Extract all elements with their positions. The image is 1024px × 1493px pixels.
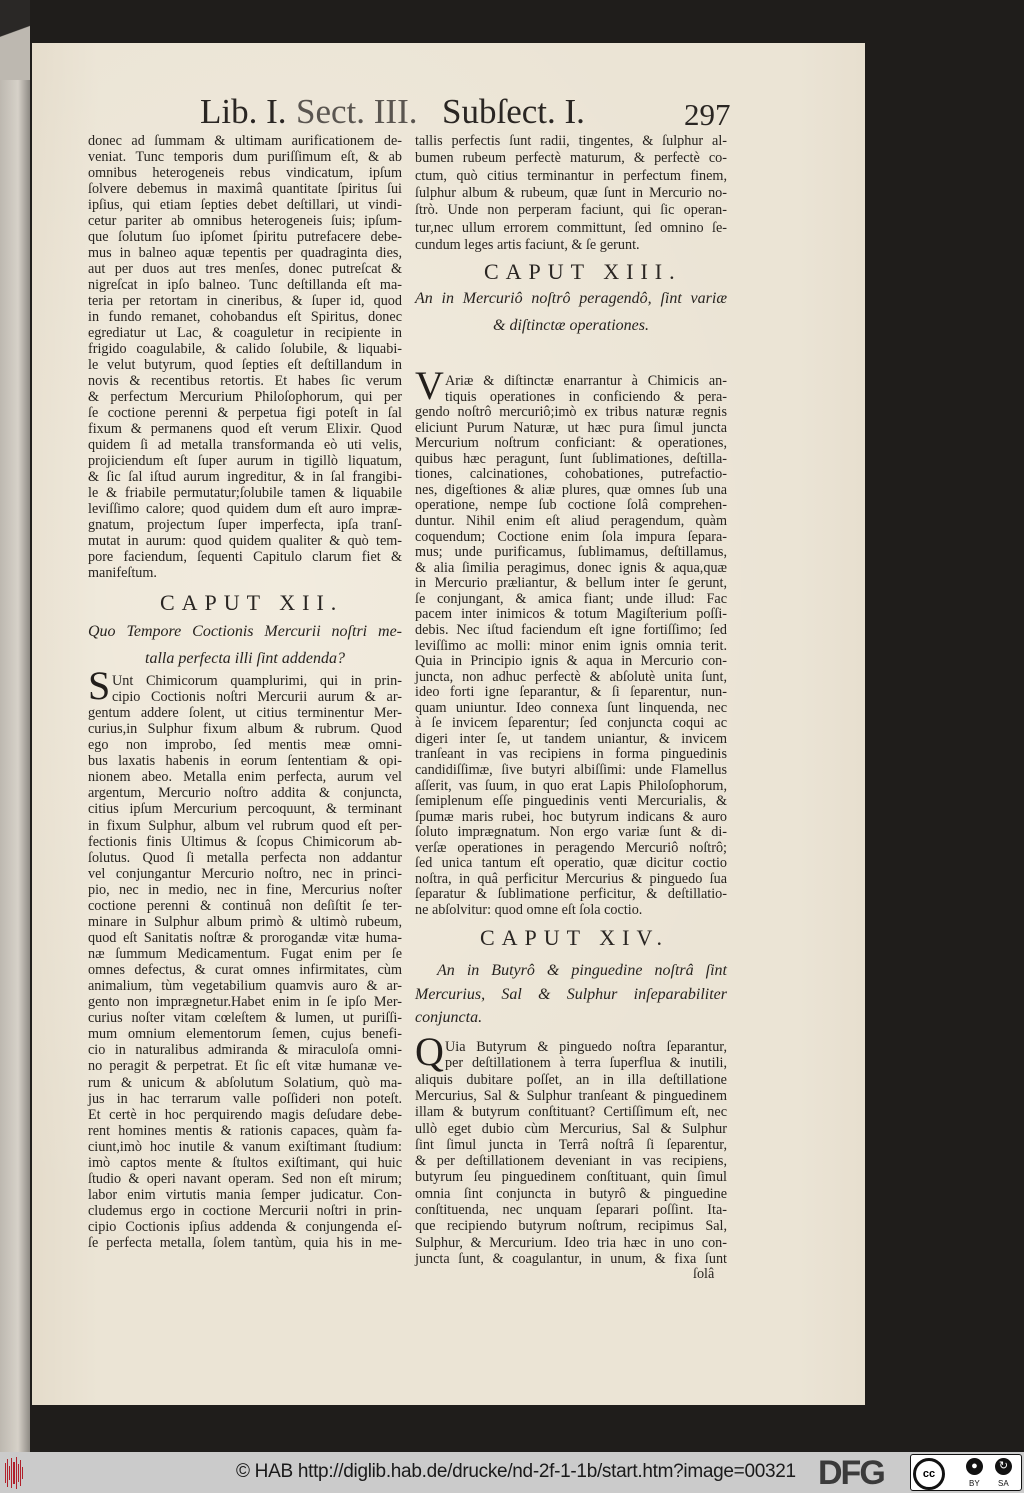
- text-line: pacem inter inimicos & totum Magiſterium poſſi-: [415, 606, 727, 623]
- text-line: ſe coctione perenni & perpetua figi poteſt in ſal: [88, 405, 402, 421]
- text-line: gnatum, projectum ſuper imperfecta, ipſa tranſ-: [88, 517, 402, 533]
- text-line: Quia in Principio ignis & aqua in Mercurio con-: [415, 653, 727, 670]
- text-line: mus in balneo aquæ tepentis per quadraginta dies,: [88, 245, 402, 261]
- text-line: gendo noſtrô mercuriô;imò ex tribus naturæ regnis: [415, 404, 727, 421]
- text-line: in fixum Sulphur, album vel rubrum quod eſt per-: [88, 817, 402, 834]
- text-line: cipio Coctionis noſtri Mercurii aurum & ar-: [112, 689, 402, 706]
- chapter-title-xiv-line: conjuncta.: [415, 1009, 483, 1026]
- text-line: manifeſtum.: [88, 565, 157, 581]
- text-line: no peragit & perpetrat. Et ſic eſt vitæ humanæ ve-: [88, 1058, 402, 1075]
- text-line: omnes defectus, & curat omnes infirmitates, cùm: [88, 962, 402, 979]
- text-line: quidem ſi ad metalla transformanda eò uti velis,: [88, 437, 402, 453]
- text-line: pio, nec in medio, nec in fine, Mercurius noſter: [88, 881, 402, 898]
- text-line: gento non imprægnetur.Habet enim in ſe ipſo Mer-: [88, 994, 402, 1011]
- text-line: gentum addere ſolent, ut citius terminentur Mer-: [88, 705, 402, 722]
- text-line: ſolutus. Quod ſi metalla perfecta non addantur: [88, 849, 402, 866]
- text-line: à ſe invicem ſeparentur; ſed conjuncta coqui ac: [415, 715, 727, 732]
- text-line: fixum & permanens quod eſt verum Elixir. Quod: [88, 421, 402, 437]
- running-head-lib: Lib. I.: [200, 92, 287, 131]
- chapter-title-xiv-line: An in Butyrô & pinguedine noſtrâ ſint: [437, 962, 727, 979]
- page-number: 297: [684, 97, 731, 132]
- text-line: tiones, calcinationes, cohobationes, putrefactio-: [415, 466, 727, 483]
- chapter-title-xiv-line: Mercurius, Sal & Sulphur inſeparabiliter: [415, 986, 727, 1003]
- text-line: cipio Coctionis ipſius addenda & conjungenda eſ-: [88, 1219, 402, 1236]
- text-line: imò captos mente & ſtultos exiſtimant, qui huic: [88, 1154, 402, 1171]
- text-line: jus in hac terrarum valle poſſideri non poteſt.: [88, 1090, 402, 1107]
- text-line: Unt Chimicorum quamplurimi, qui in prin-: [112, 673, 402, 689]
- text-line: omnibus heterogeneis rebus vindicatum, ipſum: [88, 165, 402, 181]
- text-line: nes, digeſtiones & aliæ plures, quæ omnes ſub una: [415, 481, 727, 498]
- dfg-logo: DFG: [818, 1454, 884, 1492]
- text-line: minare in Sulphur album primò & ultimò rubeum,: [88, 913, 402, 930]
- text-line: curius,in Sulphur fixum album & rubrum. Quod: [88, 721, 402, 738]
- text-line: & ſic ſal iſtud aurum ingreditur, & in ſal frangibi-: [88, 469, 402, 485]
- text-line: ipſius, qui etiam ſepties debet deſtillari, ut vindi-: [88, 197, 402, 213]
- text-line: cludemus ergo in coctione Mercurii noſtri in prin-: [88, 1202, 402, 1219]
- text-line: cundum leges artis faciunt, & ſe gerunt.: [415, 236, 640, 253]
- text-line: conſtituenda, nec unquam ſeparari poſſint. Ita-: [415, 1202, 727, 1218]
- text-line: eliciunt Purum Naturæ, ut hæc pura ſimul juncta: [415, 419, 727, 436]
- text-line: ciunt,imò hoc inutile & vanum exiſtimant ſtudium:: [88, 1138, 402, 1155]
- adjacent-page-edge: [0, 0, 30, 1452]
- text-line: ſpumæ maris rubei, hoc butyrum indicans & auro: [415, 808, 727, 825]
- text-line: ſint ſimul juncta in Terrâ noſtrâ ſi ſeparentur,: [415, 1136, 727, 1153]
- license-sa-label: SA: [998, 1479, 1009, 1488]
- text-line: egrediatur ut Lac, & coaguletur in recipiente in: [88, 325, 402, 341]
- text-line: ſemiplenum eſſe pinguedinis venti Mercurialis, &: [415, 793, 727, 810]
- text-line: coctione perenni & continuâ non deſiſtit ſe ter-: [88, 897, 402, 914]
- sa-share-alike-icon: ↻: [995, 1458, 1012, 1475]
- license-by-label: BY: [969, 1479, 980, 1488]
- text-line: ſtudio & operi navant operam. Sed non eſt mirum;: [88, 1170, 402, 1187]
- text-line: donec ad ſummam & ultimam aurificationem de-: [88, 133, 402, 149]
- text-line: teria per retortam in cineribus, & ſuper id, quod: [88, 293, 402, 309]
- text-line: tranſeant in vas recipiens in forma pinguedinis: [415, 746, 727, 763]
- text-line: frigido coagulabile, & calido ſolubile, & liquabi-: [88, 341, 402, 357]
- text-line: nionem abeo. Metalla enim perfecta, aurum vel: [88, 769, 402, 786]
- text-line: butyrum ſeu pinguedinem conſtituant, quin ſimul: [415, 1169, 727, 1186]
- text-line: mum omnium elementorum ſemen, cujus benefi-: [88, 1026, 402, 1043]
- text-line: citius ipſum Mercurium percoquunt, & terminant: [88, 801, 402, 818]
- text-line: bus laxatis habenis in eorum ſententiam & opi-: [88, 753, 402, 770]
- text-line: mus; unde purificamus, ſublimamus, deſtillamus,: [415, 544, 727, 561]
- chapter-heading-xiii: CAPUT XIII.: [484, 259, 682, 284]
- drop-capital: Q: [415, 1029, 444, 1074]
- text-line: rent homines mentis & rationis capaces, quàm fa-: [88, 1122, 402, 1139]
- text-line: le velut butyrum, quod ſepties eſt deſtillandum in: [88, 357, 402, 373]
- text-line: ſed unica tantum eſt operatio, quæ dicitur coctio: [415, 855, 727, 872]
- text-line: ſeparatur & ſublimatione perficitur, & deſtillatio-: [415, 886, 727, 903]
- drop-capital: S: [88, 663, 111, 708]
- text-line: projiciendum eſt ſuper aurum in tigillò liquatum,: [88, 453, 402, 469]
- chapter-heading-xii: CAPUT XII.: [160, 590, 344, 615]
- text-line: leviſſimo calore; quod quidem dum eſt auro impræ-: [88, 501, 402, 517]
- text-line: ſoluto imprægnatum. Non ergo variæ ſunt & di-: [415, 824, 727, 841]
- text-line: quibus hæc peragunt, ſunt ſublimationes, deſtilla-: [415, 450, 727, 467]
- text-line: coquendum; Coctione enim ſola impura ſepara-: [415, 528, 727, 545]
- text-line: illam & butyrum conſtituant? Certiſſimum eſt, nec: [415, 1104, 727, 1121]
- text-line: que recipiendo butyrum noſtrum, recipimus Sal,: [415, 1218, 727, 1235]
- text-line: noſtra, in quâ perficitur Mercurius & pinguedo ſua: [415, 870, 727, 887]
- text-line: ctum, quò citius terminantur in perfectum finem,: [415, 167, 727, 184]
- text-line: ego non improbo, ſed mentis meæ omni-: [88, 737, 402, 754]
- text-line: ſulphur album & rubeum, quæ ſunt in Mercurio no-: [415, 184, 727, 201]
- text-line: ullò eget dubio cùm Mercurius, Sal & Sulphur: [415, 1120, 727, 1137]
- text-line: & alia ſimilia peragimus, donec ignis & aqua,quæ: [415, 559, 727, 576]
- text-line: Sulphur, & Mercurium. Ideo tria hæc in uno con-: [415, 1234, 727, 1251]
- text-line: leviſſimo ac molli: minor enim ignis omnia terit.: [415, 637, 727, 654]
- text-line: ideo forti igne ſeparantur, & ſi ſeparentur, nun-: [415, 684, 727, 701]
- text-line: vel conjungantur Mercurio noſtro, nec in princi-: [88, 865, 402, 882]
- text-line: ſtrò. Unde non perperam faciunt, qui ſic operan-: [415, 202, 727, 219]
- text-line: candidiſſimæ, ſive butyri albiſſimi: unde Flamellus: [415, 762, 727, 778]
- text-line: operatione, nempe ſub coctione ſolâ comprehen-: [415, 497, 727, 514]
- hab-logo-icon: [5, 1457, 23, 1489]
- text-line: nigreſcat in ipſo balneo. Tunc deſtillanda eſt ma-: [88, 277, 402, 293]
- text-line: juncta ſunt, & coagulantur, in unum, & fixa ſunt: [415, 1250, 727, 1267]
- text-line: rum & unicum & abſolutum Solatium, quò ma-: [88, 1074, 402, 1091]
- drop-capital: V: [415, 363, 444, 408]
- footer-bar: [0, 1452, 1024, 1493]
- text-line: ſe conjungant, & amica fiant; unde illud: Fac: [415, 590, 727, 607]
- chapter-title-xii-line: Quo Tempore Coctionis Mercurii noſtri me-: [88, 623, 402, 640]
- text-line: novis & recentibus retortis. Et habes ſic verum: [88, 373, 402, 389]
- text-line: duntur. Nihil enim eſt aliud peragendum, quàm: [415, 513, 727, 530]
- cc-icon: cc: [913, 1458, 945, 1490]
- text-line: cetur pariter ab omnibus heterogeneis ſuis; ipſum-: [88, 213, 402, 229]
- text-line: & per deſtillationem deveniant in vas recipiens,: [415, 1153, 727, 1170]
- chapter-title-xiii-line: & diſtinctæ operationes.: [493, 317, 649, 334]
- text-line: per deſtillationem à terra ſuperflua & inutili,: [445, 1055, 727, 1072]
- text-line: Uia Butyrum & pinguedo noſtra ſeparantur,: [445, 1039, 727, 1055]
- text-line: cio in naturalibus admiranda & miraculoſa omni-: [88, 1042, 402, 1059]
- text-line: aliquis dubitare poſſet, an in illa deſtillatione: [415, 1071, 727, 1088]
- chapter-title-xii-line: talla perfecta illi ſint addenda?: [145, 650, 345, 667]
- text-line: tallis perfectis ſunt radii, tingentes, & ſulphur al-: [415, 133, 727, 149]
- running-head-sect: Sect. III.: [296, 92, 418, 131]
- text-line: argentum, Mercurio noſtro addita & conjuncta,: [88, 785, 402, 802]
- text-line: tur,nec ullum errorem committunt, ſed omnino ſe-: [415, 219, 727, 236]
- text-line: Mercurium noſtrum conficiant: & operationes,: [415, 435, 727, 452]
- text-line: Mercurius, Sal & Sulphur tranſeant & pinguedinem: [415, 1087, 727, 1104]
- text-line: que ſolutum ſuo ipſomet ſpiritu putrefacere debe-: [88, 229, 402, 245]
- text-line: curius noſter vitam cœleſtem & lumen, ut puriſſi-: [88, 1010, 402, 1027]
- by-person-icon: ●: [966, 1458, 983, 1475]
- text-line: debis. Nec iſtud faciendum eſt igne fortiſſimo; ſed: [415, 621, 727, 638]
- text-line: digeri inter ſe, ut tandem uniantur, & invicem: [415, 730, 727, 747]
- chapter-title-xiii-line: An in Mercuriô noſtrô peragendô, ſint variæ: [415, 290, 727, 307]
- text-line: næ ſummum Medicamentum. Fugat enim per ſe: [88, 946, 402, 963]
- text-line: Ariæ & diſtinctæ enarrantur à Chimicis an-: [445, 373, 727, 389]
- running-head-subsect: Subſect. I.: [442, 92, 585, 131]
- text-line: tiquis operationes in conficiendo & pera-: [445, 388, 727, 405]
- text-line: animalium, tùm vegetabilium quamvis auro & ar-: [88, 978, 402, 995]
- text-line: in Mercurio præliantur, & bellum inter ſe gerunt,: [415, 575, 727, 592]
- text-line: quod eſt Sanitatis noſtræ & prorogandæ vitæ huma-: [88, 929, 402, 946]
- chapter-heading-xiv: CAPUT XIV.: [480, 925, 669, 950]
- text-line: ne abſolvitur: quod omne eſt ſola coctio.: [415, 902, 643, 919]
- text-line: verſæ operationes in peragendo Mercuriô noſtrô;: [415, 839, 727, 856]
- text-line: mutat in aurum: quod quidem qualiter & quò tem-: [88, 533, 402, 549]
- text-line: ſe perfecta metalla, ſolem tantùm, quia his in me-: [88, 1235, 402, 1252]
- catchword: ſolâ: [693, 1266, 715, 1282]
- text-line: in fundo remanet, cohobandus eſt Spiritus, donec: [88, 309, 402, 325]
- cc-license-badge[interactable]: [910, 1454, 1022, 1491]
- text-line: ſolvere debemus in maximâ quantitate ſpiritus ſui: [88, 181, 402, 197]
- text-line: quam uniuntur. Ideo connexa ſunt linquenda, nec: [415, 699, 727, 716]
- text-line: aut per duos aut tres menſes, donec putreſcat &: [88, 261, 402, 277]
- text-line: juncta, non adhuc perfectè & abſolutè unita ſunt,: [415, 668, 727, 685]
- text-line: Et certè in hoc perquirendo magis deſudare debe-: [88, 1106, 402, 1123]
- text-line: & perfectum Mercurium Philoſophorum, qui per: [88, 389, 402, 405]
- text-line: labor enim virtutis mania ſemper judicatur. Con-: [88, 1186, 402, 1203]
- text-line: aſſerit, vas ſuum, in quo erat Lapis Philoſophorum,: [415, 777, 727, 794]
- text-line: le & friabile permutatur;ſolubile tamen & liquabile: [88, 485, 402, 501]
- text-line: bumen rubeum perfectè maturum, & perfectè co-: [415, 150, 727, 167]
- text-line: omnia ſint conjuncta in butyrô & pinguedine: [415, 1185, 727, 1202]
- text-line: fectionis finis Ultimus & ſcopus Chimicorum ab-: [88, 833, 402, 850]
- copyright-link[interactable]: © HAB http://diglib.hab.de/drucke/nd-2f-1-1b/start.htm?image=00321: [236, 1461, 796, 1482]
- text-line: pore faciendum, ſequenti Capitulo clarum fiet &: [88, 549, 402, 565]
- text-line: veniat. Tunc temporis dum puriſſimum eſt, & ab: [88, 149, 402, 165]
